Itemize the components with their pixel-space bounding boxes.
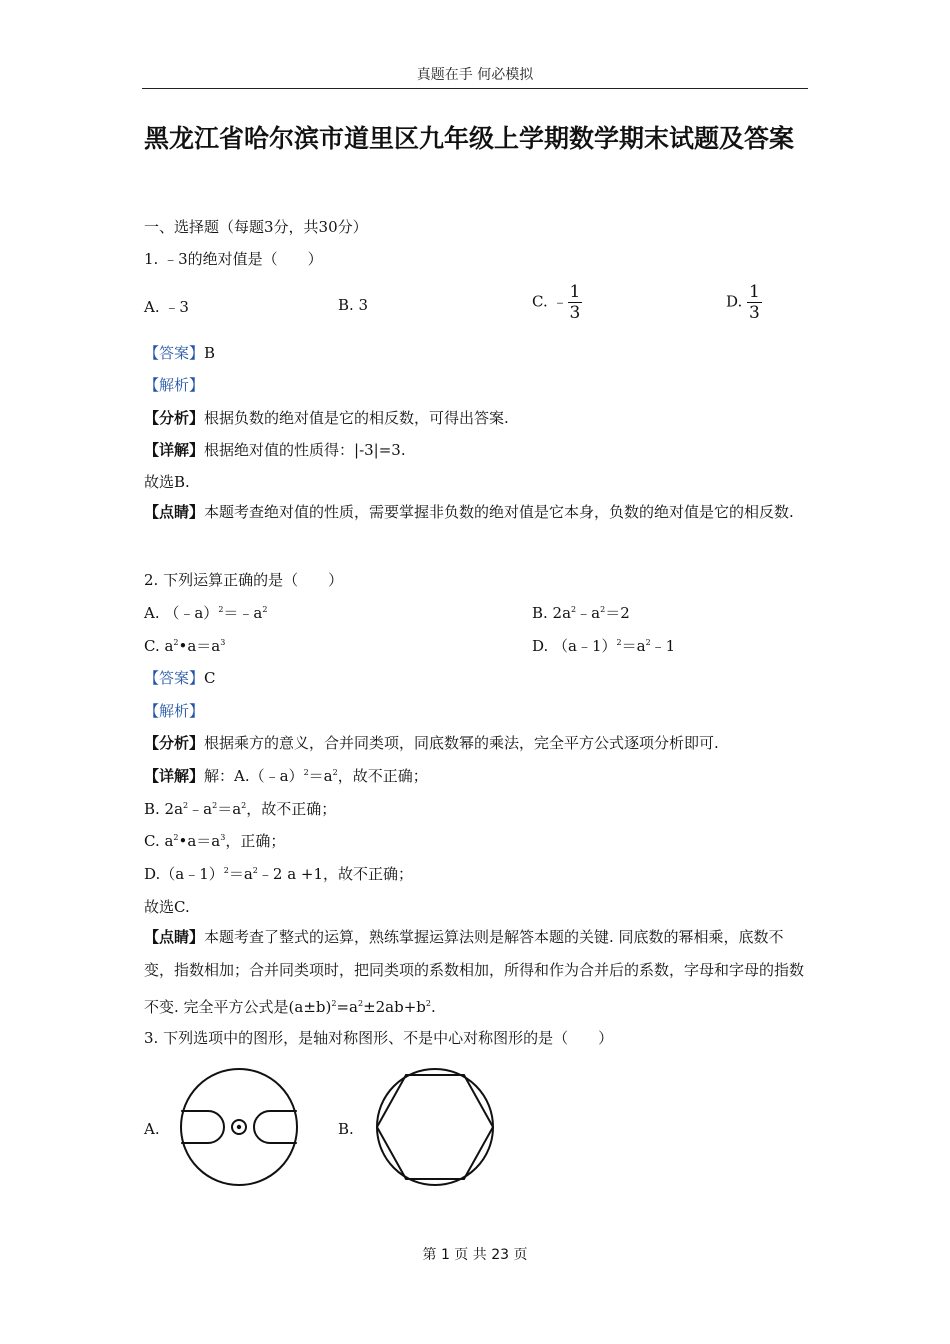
q2-option-d — [532, 635, 675, 656]
q2-option-c-text: C. a — [144, 637, 174, 655]
q3-figure-b — [372, 1065, 498, 1191]
q3-option-b-label: B. — [338, 1120, 354, 1138]
q2-option-c-text2: •a＝a — [178, 637, 221, 655]
q2-option-a-text2: ＝﹣a — [223, 604, 263, 622]
detail-text: ，故不正确； — [337, 767, 428, 785]
q2-choose: 故选C. — [144, 898, 190, 916]
q1-answer — [144, 342, 215, 363]
q2-analysis-tag: 【解析】 — [144, 702, 205, 720]
exponent: 2 — [173, 638, 179, 647]
q1-choose: 故选B. — [144, 473, 190, 491]
detail-tag: 【详解】 — [144, 441, 205, 459]
q3-stem: 3. 下列选项中的图形，是轴对称图形、不是中心对称图形的是（ ） — [144, 1029, 614, 1047]
exponent: 2 — [332, 768, 338, 777]
q3-option-a-label: A. — [144, 1120, 160, 1138]
q1-option-c — [532, 282, 582, 323]
detail-text: 解：A.（﹣a） — [204, 767, 304, 785]
detail-text: 根据绝对值的性质得：|-3|=3. — [204, 441, 406, 459]
q2-option-c — [144, 635, 225, 656]
page-header: 真题在手 何必模拟 — [416, 67, 534, 83]
q1-option-d-fraction — [747, 282, 762, 323]
section-heading: 一、选择题（每题3分，共30分） — [144, 218, 368, 236]
q2-answer — [144, 667, 216, 688]
exponent: 2 — [212, 801, 218, 810]
comment-text: ±2ab+b — [363, 998, 426, 1016]
answer-tag: 【答案】 — [144, 669, 205, 687]
fraction-denominator: 3 — [569, 303, 581, 323]
comment-text: 本题考查绝对值的性质，需要掌握非负数的绝对值是它本身，负数的绝对值是它的相反数. — [204, 503, 794, 521]
header-rule — [142, 88, 808, 89]
exponent: 2 — [262, 605, 268, 614]
outer-circle — [377, 1069, 493, 1185]
detail-text: C. a — [144, 832, 174, 850]
comment-text: =a — [336, 998, 358, 1016]
detail-text: ，故不正确； — [246, 800, 337, 818]
q2-comment — [144, 921, 808, 1024]
detail-text: •a＝a — [178, 832, 221, 850]
center-dot — [237, 1125, 241, 1129]
exponent: 2 — [571, 605, 577, 614]
detail-text: ＝a — [228, 865, 253, 883]
exponent: 2 — [223, 866, 229, 875]
q2-option-d-text2: ＝a — [621, 637, 646, 655]
q2-option-d-text3: ﹣1 — [650, 637, 676, 655]
q1-stem: 1. ﹣3的绝对值是（ ） — [144, 250, 323, 268]
exponent: 2 — [645, 638, 651, 647]
right-rounded-slot — [254, 1111, 297, 1143]
q1-analysis — [144, 407, 509, 428]
document-title: 黑龙江省哈尔滨市道里区九年级上学期数学期末试题及答案 — [144, 124, 795, 153]
fraction-numerator: 1 — [749, 282, 760, 302]
exponent: 2 — [303, 768, 309, 777]
q2-detail-d — [144, 863, 413, 884]
comment-tag: 【点睛】 — [144, 503, 205, 521]
page-footer: 第 1 页 共 23 页 — [422, 1247, 528, 1263]
exponent: 2 — [183, 801, 189, 810]
q1-option-d-label: D. — [726, 292, 743, 311]
detail-text: ＝a — [217, 800, 242, 818]
q2-option-b-text2: ﹣a — [576, 604, 601, 622]
q2-stem: 2. 下列运算正确的是（ ） — [144, 571, 344, 589]
q2-detail-c — [144, 830, 285, 851]
exponent: 2 — [331, 999, 337, 1008]
exponent: 2 — [600, 605, 606, 614]
detail-text: B. 2a — [144, 800, 184, 818]
q2-option-a-text: A. （﹣a） — [144, 604, 219, 622]
answer-value: C — [204, 669, 216, 687]
q2-detail-a — [144, 765, 428, 786]
q2-detail-b — [144, 798, 336, 819]
q1-comment — [144, 496, 808, 529]
exponent: 2 — [241, 801, 247, 810]
q2-option-a — [144, 602, 267, 623]
detail-text: ＝a — [308, 767, 333, 785]
q2-option-d-text: D. （a﹣1） — [532, 637, 617, 655]
analysis-tag: 【分析】 — [144, 409, 205, 427]
answer-tag: 【答案】 — [144, 344, 205, 362]
left-rounded-slot — [181, 1111, 224, 1143]
q1-detail — [144, 439, 406, 460]
comment-text: 本题考查了整式的运算，熟练掌握运算法则是解答本题的关键. 同底数的幂相乘，底数不变，指数相加；合并同类项时，把同类项的系数相加，所得和作为合并后的系数，字母和字母的指数不变. 完全平方公式是(a±b) — [144, 928, 805, 1016]
detail-text: D.（a﹣1） — [144, 865, 224, 883]
q1-option-d — [726, 282, 762, 323]
analysis-text: 根据乘方的意义，合并同类项，同底数幂的乘法，完全平方公式逐项分析即可. — [204, 734, 719, 752]
q2-option-b — [532, 602, 630, 623]
exponent: 2 — [173, 833, 179, 842]
exponent: 2 — [616, 638, 622, 647]
analysis-text: 根据负数的绝对值是它的相反数，可得出答案. — [204, 409, 509, 427]
q3-figure-a — [176, 1065, 304, 1191]
comment-text: . — [430, 998, 436, 1016]
detail-tag: 【详解】 — [144, 767, 205, 785]
comment-tag: 【点睛】 — [144, 928, 205, 946]
analysis-tag: 【分析】 — [144, 734, 205, 752]
q1-option-c-label: C. — [532, 292, 548, 311]
exponent: 2 — [252, 866, 258, 875]
exponent: 2 — [425, 999, 431, 1008]
inscribed-hexagon — [377, 1075, 493, 1179]
detail-text: ﹣a — [188, 800, 213, 818]
detail-text: ﹣2 a +1，故不正确； — [257, 865, 414, 883]
q2-option-b-text3: ＝2 — [605, 604, 630, 622]
q2-analysis — [144, 732, 719, 753]
q1-option-c-fraction — [568, 282, 583, 323]
answer-value: B — [204, 344, 216, 362]
fraction-numerator: 1 — [569, 282, 581, 302]
q1-analysis-tag: 【解析】 — [144, 376, 205, 394]
exponent: 3 — [220, 638, 226, 647]
q1-option-b: B. 3 — [338, 296, 369, 314]
q1-option-c-sign: ﹣ — [552, 292, 568, 311]
detail-text: ，正确； — [225, 832, 286, 850]
exponent: 2 — [218, 605, 224, 614]
exponent: 2 — [357, 999, 364, 1008]
q2-option-b-text: B. 2a — [532, 604, 572, 622]
exponent: 3 — [220, 833, 226, 842]
fraction-denominator: 3 — [749, 303, 760, 323]
q1-option-a: A. ﹣3 — [144, 298, 189, 316]
